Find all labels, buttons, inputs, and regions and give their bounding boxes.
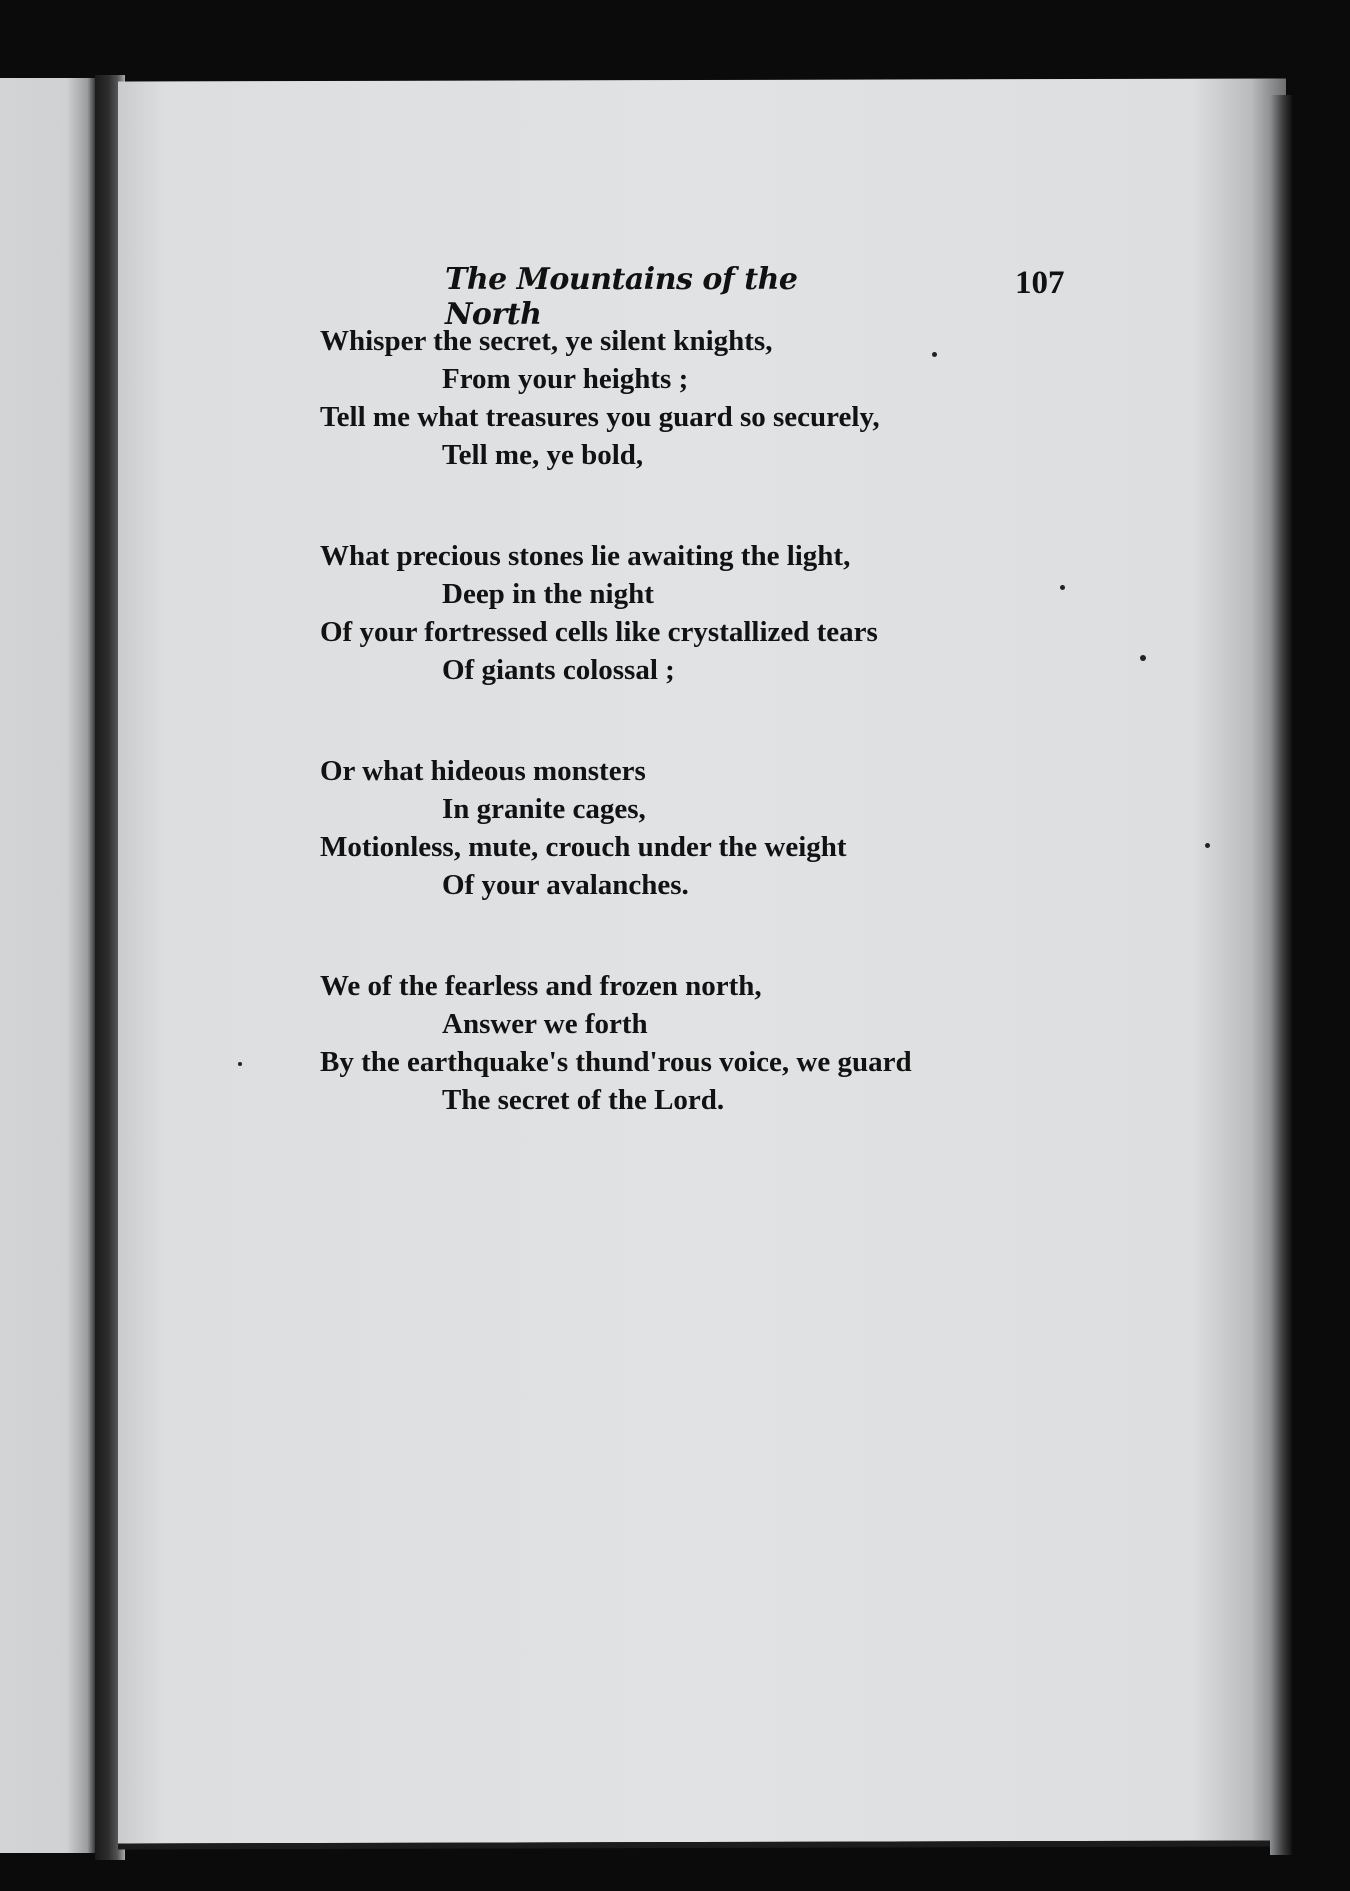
- poem-line: We of the fearless and frozen north,: [320, 970, 762, 1002]
- poem-line: Motionless, mute, crouch under the weight: [320, 831, 847, 863]
- poem-line: Of giants colossal ;: [442, 654, 675, 686]
- poem-line: Tell me what treasures you guard so securely,: [320, 401, 880, 433]
- stanza: [320, 752, 1020, 904]
- poem-line: Of your fortressed cells like crystallized tears: [320, 616, 878, 648]
- poem-line: Answer we forth: [442, 1008, 648, 1040]
- page-number: 107: [1015, 265, 1065, 301]
- left-page-edge: [0, 78, 95, 1853]
- poem-line: The secret of the Lord.: [442, 1084, 725, 1116]
- stanza: [320, 537, 1020, 689]
- running-head-title: The Mountains of the North: [445, 262, 798, 332]
- poem-line: By the earthquake's thund'rous voice, we guard: [320, 1046, 912, 1078]
- dust-speck: [1140, 655, 1146, 661]
- poem-line: Of your avalanches.: [442, 869, 689, 901]
- poem-line: What precious stones lie awaiting the light,: [320, 540, 851, 572]
- dust-speck: [238, 1062, 242, 1066]
- poem: [320, 322, 1020, 1182]
- dust-speck: [1060, 585, 1065, 590]
- page-right-edge: [1270, 95, 1292, 1855]
- poem-line: Or what hideous monsters: [320, 755, 646, 787]
- poem-line: Deep in the night: [442, 578, 654, 610]
- stanza: [320, 322, 1020, 474]
- stanza: [320, 967, 1020, 1119]
- poem-line: Whisper the secret, ye silent knights,: [320, 325, 773, 357]
- poem-line: From your heights ;: [442, 363, 689, 395]
- poem-line: Tell me, ye bold,: [442, 439, 644, 471]
- dust-speck: [1205, 843, 1210, 848]
- poem-line: In granite cages,: [442, 793, 646, 825]
